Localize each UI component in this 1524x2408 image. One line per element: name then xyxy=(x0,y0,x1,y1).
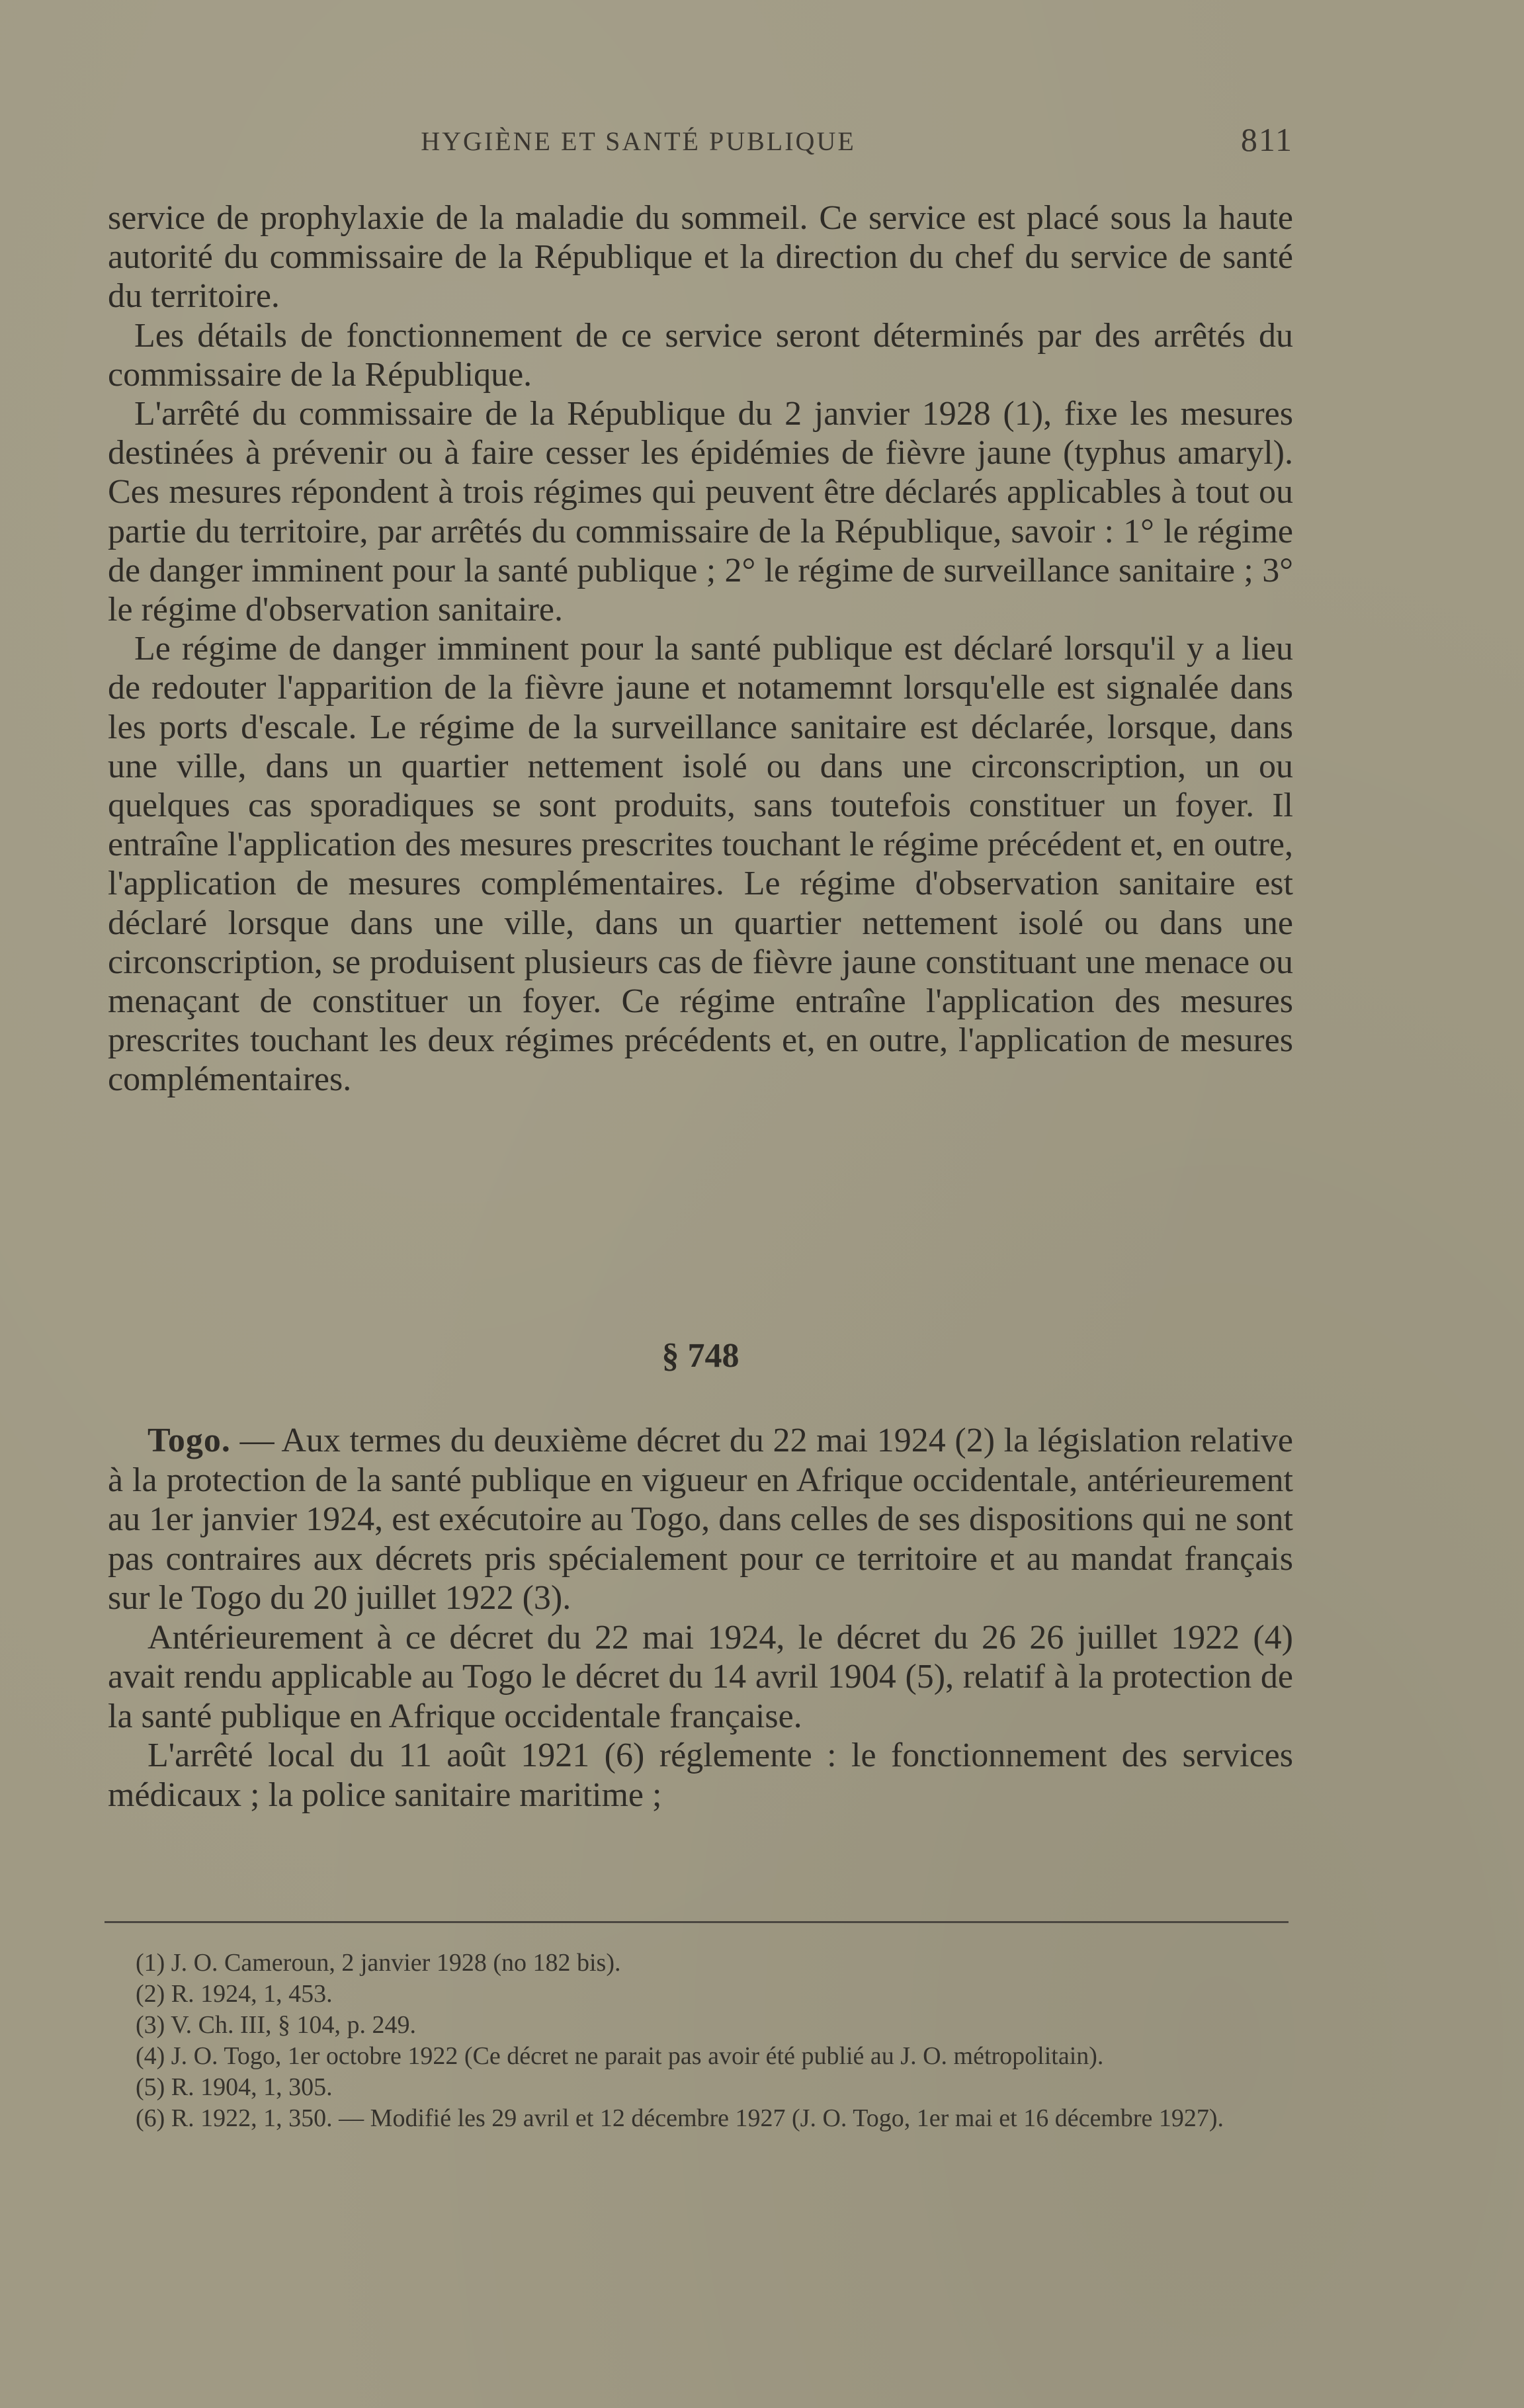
togo-paragraph-text: — Aux termes du deuxième décret du 22 mai 1924 (2) la législation relative à la protection de la santé publique en vigueur en Afrique occidentale, antérieurement au 1er janvier 1924, est exécutoire au Togo, dans celles de ses dispositions qui ne sont pas contraires aux décrets pris spécialement pour ce territoire et au mandat français sur le Togo du 20 juillet 1922 (3). xyxy=(108,1422,1293,1617)
footnotes xyxy=(108,1948,1287,2134)
paragraph: L'arrêté du commissaire de la République du 2 janvier 1928 (1), fixe les mesures destinées à prévenir ou à faire cesser les épidémies de fièvre jaune (typhus amaryl). Ces mesures répondent à trois régimes qui peuvent être déclarés applicables à tout ou partie du territoire, par arrêtés du commissaire de la République, savoir : 1° le régime de danger imminent pour la santé publique ; 2° le régime de surveillance sanitaire ; 3° le régime d'observation sanitaire. xyxy=(108,395,1293,629)
paragraph-togo-1 xyxy=(108,1421,1293,1618)
running-head xyxy=(109,119,1293,172)
footnote: (2) R. 1924, 1, 453. xyxy=(136,1980,333,2008)
section-heading: § 748 xyxy=(661,1337,740,1375)
footnote: (3) V. Ch. III, § 104, p. 249. xyxy=(136,2011,416,2039)
paragraph: Le régime de danger imminent pour la santé publique est déclaré lorsqu'il y a lieu de redouter l'apparition de la fièvre jaune et notamemnt lorsqu'elle est signalée dans les ports d'escale. Le régime de la surveillance sanitaire est déclarée, lorsque, dans une ville, dans un quartier nettement isolé ou dans une circonscription, un ou quelques cas sporadiques se sont produits, sans toutefois constituer un foyer. Il entraîne l'application des mesures prescrites touchant le régime précédent et, en outre, l'application de mesures complémentaires. Le régime d'observation sanitaire est déclaré lorsque dans une ville, dans un quartier nettement isolé ou dans une circonscription, se produisent plusieurs cas de fièvre jaune constituant une menace ou menaçant de constituer un foyer. Ce régime entraîne l'application des mesures prescrites touchant les deux régimes précédents et, en outre, l'application de mesures complémentaires. xyxy=(108,630,1293,1099)
paragraph: L'arrêté local du 11 août 1921 (6) réglemente : le fonctionnement des services médicaux ; la police sanitaire maritime ; xyxy=(108,1737,1293,1814)
footnote: (1) J. O. Cameroun, 2 janvier 1928 (no 182 bis). xyxy=(136,1949,621,1977)
footnote-divider xyxy=(105,1921,1289,1923)
footnote: (4) J. O. Togo, 1er octobre 1922 (Ce décret ne parait pas avoir été publié au J. O. métropolitain). xyxy=(136,2042,1104,2070)
page-number: 811 xyxy=(1240,121,1293,158)
paragraph: Antérieurement à ce décret du 22 mai 1924, le décret du 26 26 juillet 1922 (4) avait rendu applicable au Togo le décret du 14 avril 1904 (5), relatif à la protection de la santé publique en Afrique occidentale française. xyxy=(108,1618,1293,1735)
body-text-togo xyxy=(108,1421,1293,1815)
togo-heading: Togo. xyxy=(148,1422,231,1459)
paragraph: service de prophylaxie de la maladie du sommeil. Ce service est placé sous la haute autorité du commissaire de la République et la direction du chef du service de santé du territoire. xyxy=(108,199,1293,316)
body-text-top xyxy=(108,198,1293,1099)
footnote: (6) R. 1922, 1, 350. — Modifié les 29 avril et 12 décembre 1927 (J. O. Togo, 1er mai et 16 décembre 1927). xyxy=(136,2104,1224,2132)
footnote: (5) R. 1904, 1, 305. xyxy=(136,2073,333,2101)
running-title: HYGIÈNE ET SANTÉ PUBLIQUE xyxy=(421,126,856,156)
paragraph: Les détails de fonctionnement de ce service seront déterminés par des arrêtés du commissaire de la République. xyxy=(108,316,1293,394)
